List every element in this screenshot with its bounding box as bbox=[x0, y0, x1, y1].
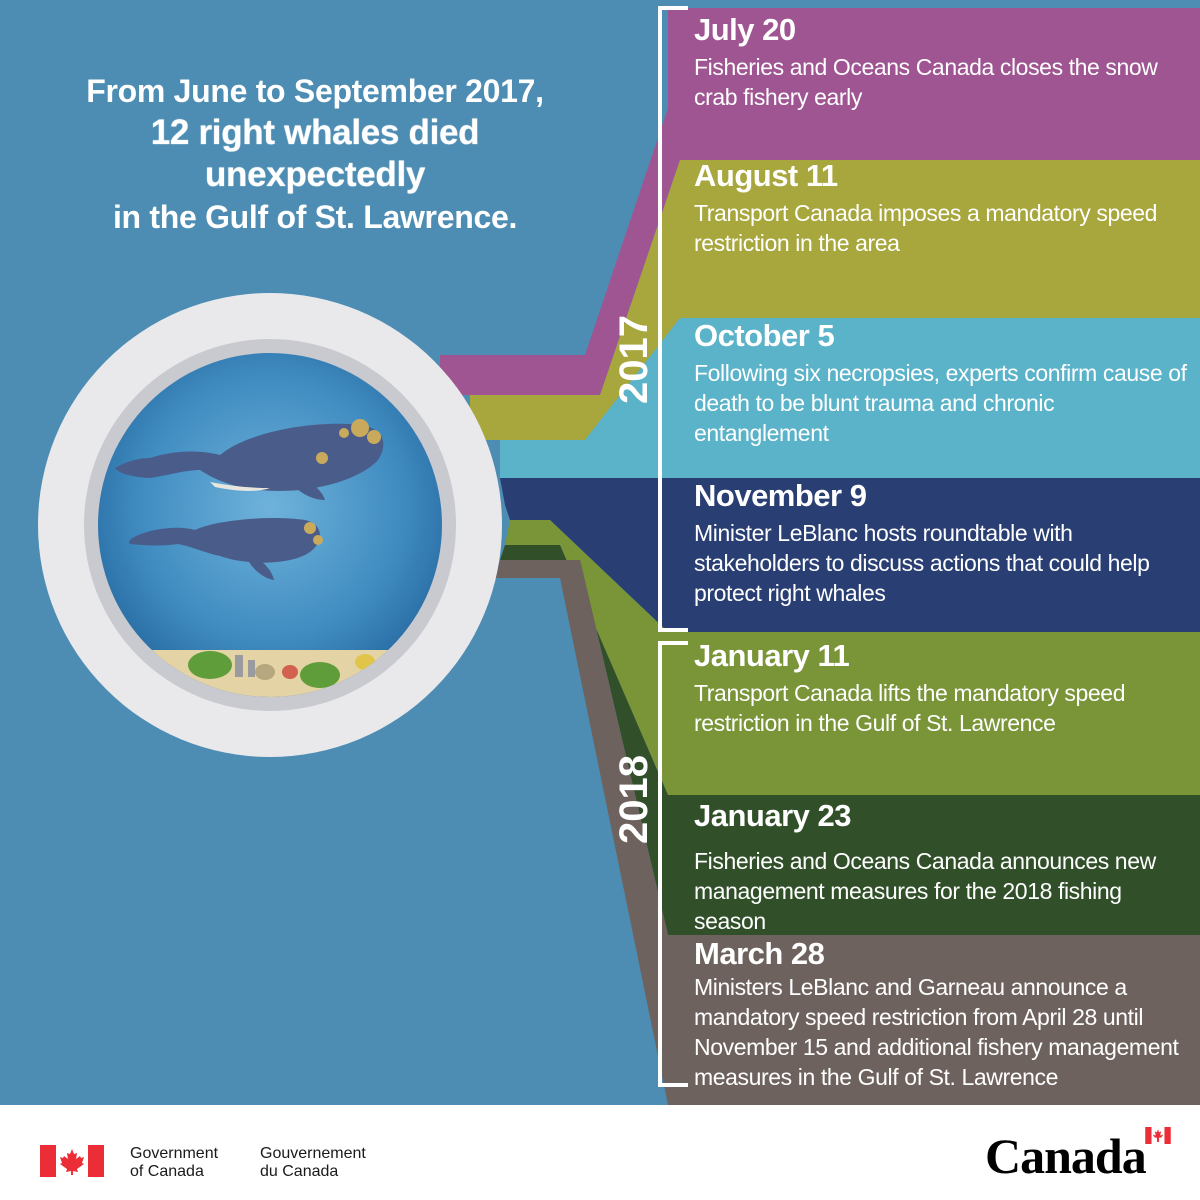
headline-line-3: in the Gulf of St. Lawrence. bbox=[112, 199, 518, 235]
event-date: January 11 bbox=[694, 638, 850, 673]
wordmark-flag-icon bbox=[1145, 1127, 1171, 1144]
event-description: Fisheries and Oceans Canada announces new management measures for the 2018 fishing season bbox=[694, 848, 1156, 934]
event-date: July 20 bbox=[694, 12, 796, 47]
event-date: November 9 bbox=[694, 478, 867, 513]
rock-icon bbox=[235, 655, 243, 677]
gov-en-line-2: of Canada bbox=[130, 1163, 204, 1180]
gouvernement-du-canada-label bbox=[260, 1145, 366, 1181]
event-description: Transport Canada lifts the mandatory speed restriction in the Gulf of St. Lawrence bbox=[694, 680, 1126, 736]
gov-fr-line-2: du Canada bbox=[260, 1163, 339, 1180]
event-january-23 bbox=[694, 798, 1194, 936]
canada-wordmark bbox=[985, 1125, 1175, 1185]
year-2018-label: 2018 bbox=[611, 755, 656, 844]
event-date: January 23 bbox=[694, 798, 851, 833]
event-description: Minister LeBlanc hosts roundtable with stakeholders to discuss actions that could help protect right whales bbox=[694, 520, 1150, 606]
headline bbox=[40, 70, 590, 238]
canada-wordmark-text: Canada bbox=[985, 1128, 1146, 1184]
event-january-11 bbox=[694, 638, 1194, 738]
event-description: Following six necropsies, experts confirm cause of death to be blunt trauma and chronic entanglement bbox=[694, 360, 1187, 446]
event-description: Ministers LeBlanc and Garneau announce a mandatory speed restriction from April 28 until November 15 and additional fishery management measures in the Gulf of St. Lawrence bbox=[694, 974, 1179, 1090]
coral-icon bbox=[282, 665, 298, 679]
gov-en-line-1: Government bbox=[130, 1145, 219, 1162]
event-date: March 28 bbox=[694, 936, 825, 971]
event-description: Fisheries and Oceans Canada closes the snow crab fishery early bbox=[694, 54, 1158, 110]
event-july-20 bbox=[694, 12, 1194, 112]
seaweed-icon bbox=[188, 651, 232, 679]
year-2017-label: 2017 bbox=[611, 315, 656, 404]
event-date: October 5 bbox=[694, 318, 835, 353]
event-date: August 11 bbox=[694, 158, 838, 193]
seaweed-icon bbox=[300, 662, 340, 688]
headline-line-2: 12 right whales died unexpectedly bbox=[150, 113, 480, 194]
rock-icon bbox=[248, 660, 255, 677]
event-october-5 bbox=[694, 318, 1194, 448]
event-march-28 bbox=[694, 936, 1194, 1092]
government-of-canada-label bbox=[130, 1145, 218, 1181]
event-november-9 bbox=[694, 478, 1194, 608]
gov-fr-line-1: Gouvernement bbox=[260, 1145, 366, 1162]
event-august-11 bbox=[694, 158, 1194, 258]
event-description: Transport Canada imposes a mandatory speed restriction in the area bbox=[694, 200, 1158, 256]
shell-icon bbox=[255, 664, 275, 680]
footer bbox=[0, 1105, 1200, 1200]
canada-flag-icon bbox=[40, 1145, 104, 1177]
headline-line-1: From June to September 2017, bbox=[86, 73, 544, 109]
